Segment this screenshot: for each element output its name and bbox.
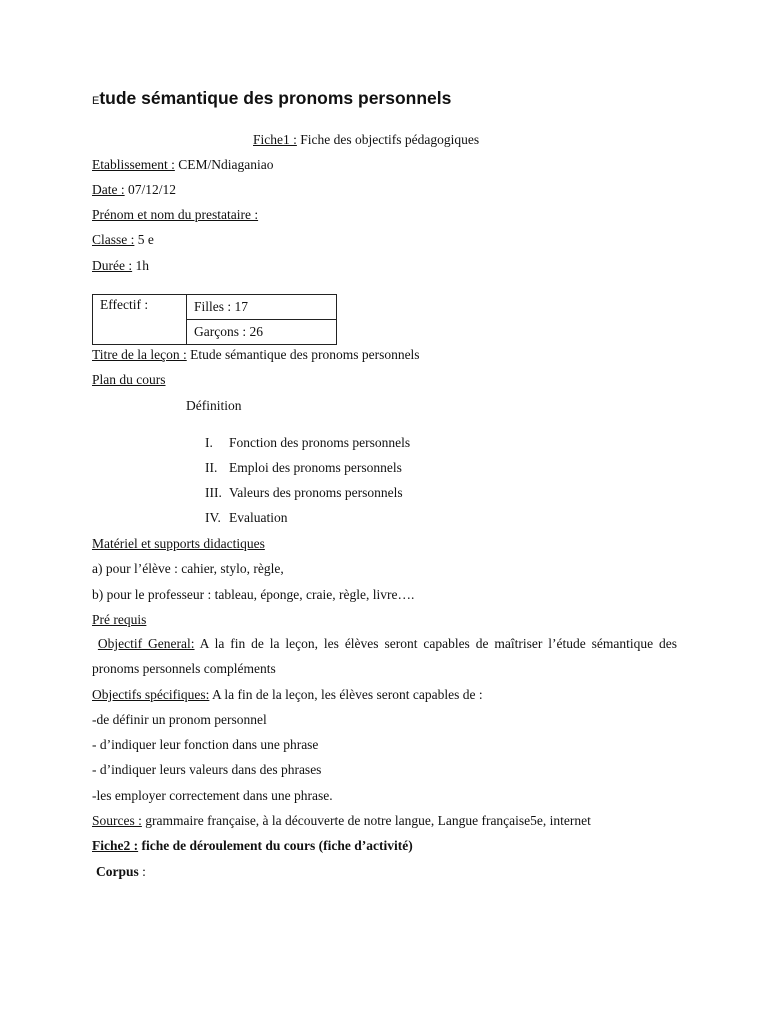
plan-definition: Définition — [186, 398, 242, 413]
effectif-table — [92, 294, 337, 345]
document-title — [92, 88, 451, 109]
title-rest: tude sémantique des pronoms personnels — [99, 88, 452, 108]
list-item-text: Valeurs des pronoms personnels — [229, 485, 403, 500]
effectif-label-cell: Effectif : — [93, 295, 187, 345]
etablissement-line — [92, 157, 273, 173]
prestataire-label: Prénom et nom du prestataire : — [92, 207, 259, 222]
corpus-label: Corpus — [96, 864, 139, 879]
etablissement-label: Etablissement : — [92, 157, 175, 172]
duree-value: 1h — [132, 258, 149, 273]
fiche1-value: Fiche des objectifs pédagogiques — [296, 132, 480, 147]
duree-line — [92, 258, 149, 274]
materiel-professeur: b) pour le professeur : tableau, éponge, craie, règle, livre…. — [92, 587, 415, 602]
prerequis-label: Pré requis — [92, 612, 147, 627]
duree-label: Durée : — [92, 258, 133, 273]
fiche2-heading — [92, 838, 413, 854]
list-item-text: Fonction des pronoms personnels — [229, 435, 411, 450]
list-item: - d’indiquer leur fonction dans une phrase — [92, 737, 319, 752]
objectif-general-paragraph — [92, 631, 677, 681]
date-value: 07/12/12 — [124, 182, 177, 197]
fiche1-heading — [253, 132, 479, 148]
list-item-number: III. — [205, 485, 222, 500]
materiel-heading — [92, 536, 265, 552]
list-item: - d’indiquer leurs valeurs dans des phrases — [92, 762, 322, 777]
list-item-number: IV. — [205, 510, 221, 525]
list-item: -de définir un pronom personnel — [92, 712, 267, 727]
sources-value: grammaire française, à la découverte de notre langue, Langue française5e, internet — [141, 813, 591, 828]
list-item-text: Emploi des pronoms personnels — [229, 460, 402, 475]
titre-lecon-line — [92, 347, 420, 363]
prerequis-heading — [92, 612, 146, 628]
fiche2-label: Fiche2 : — [92, 838, 139, 853]
list-item — [205, 485, 403, 501]
plan-label: Plan du cours — [92, 372, 166, 387]
date-label: Date : — [92, 182, 125, 197]
titre-lecon-value: Etude sémantique des pronoms personnels — [186, 347, 420, 362]
plan-heading — [92, 372, 166, 388]
sources-line — [92, 813, 591, 829]
titre-lecon-label: Titre de la leçon : — [92, 347, 187, 362]
materiel-label: Matériel et supports didactiques — [92, 536, 265, 551]
sources-label: Sources : — [92, 813, 142, 828]
list-item — [205, 460, 402, 476]
title-first-letter: E — [92, 95, 100, 107]
fiche1-label: Fiche1 : — [253, 132, 297, 147]
date-line — [92, 182, 176, 198]
objectif-general-value: A la fin de la leçon, les élèves seront capables de maîtriser l’étude sémantique des pronoms personnels compléments — [92, 636, 678, 676]
list-item-number: I. — [205, 435, 213, 450]
etablissement-value: CEM/Ndiaganiao — [174, 157, 274, 172]
list-item-number: II. — [205, 460, 218, 475]
table-row — [93, 295, 337, 320]
filles-cell: Filles : 17 — [187, 295, 337, 320]
objectifs-specifiques-value: A la fin de la leçon, les élèves seront capables de : — [209, 687, 483, 702]
fiche2-value: fiche de déroulement du cours (fiche d’activité) — [138, 838, 413, 853]
prestataire-line — [92, 207, 258, 223]
classe-label: Classe : — [92, 232, 135, 247]
list-item — [205, 510, 287, 526]
corpus-value: : — [138, 864, 146, 879]
materiel-eleve: a) pour l’élève : cahier, stylo, règle, — [92, 561, 284, 576]
list-item: -les employer correctement dans une phrase. — [92, 788, 333, 803]
list-item — [205, 435, 410, 451]
classe-value: 5 e — [134, 232, 154, 247]
objectif-general-label: Objectif General: — [97, 636, 195, 651]
garcons-cell: Garçons : 26 — [187, 320, 337, 345]
objectifs-specifiques-line — [92, 687, 483, 703]
classe-line — [92, 232, 154, 248]
objectifs-specifiques-label: Objectifs spécifiques: — [92, 687, 210, 702]
corpus-heading — [96, 864, 146, 880]
list-item-text: Evaluation — [229, 510, 288, 525]
